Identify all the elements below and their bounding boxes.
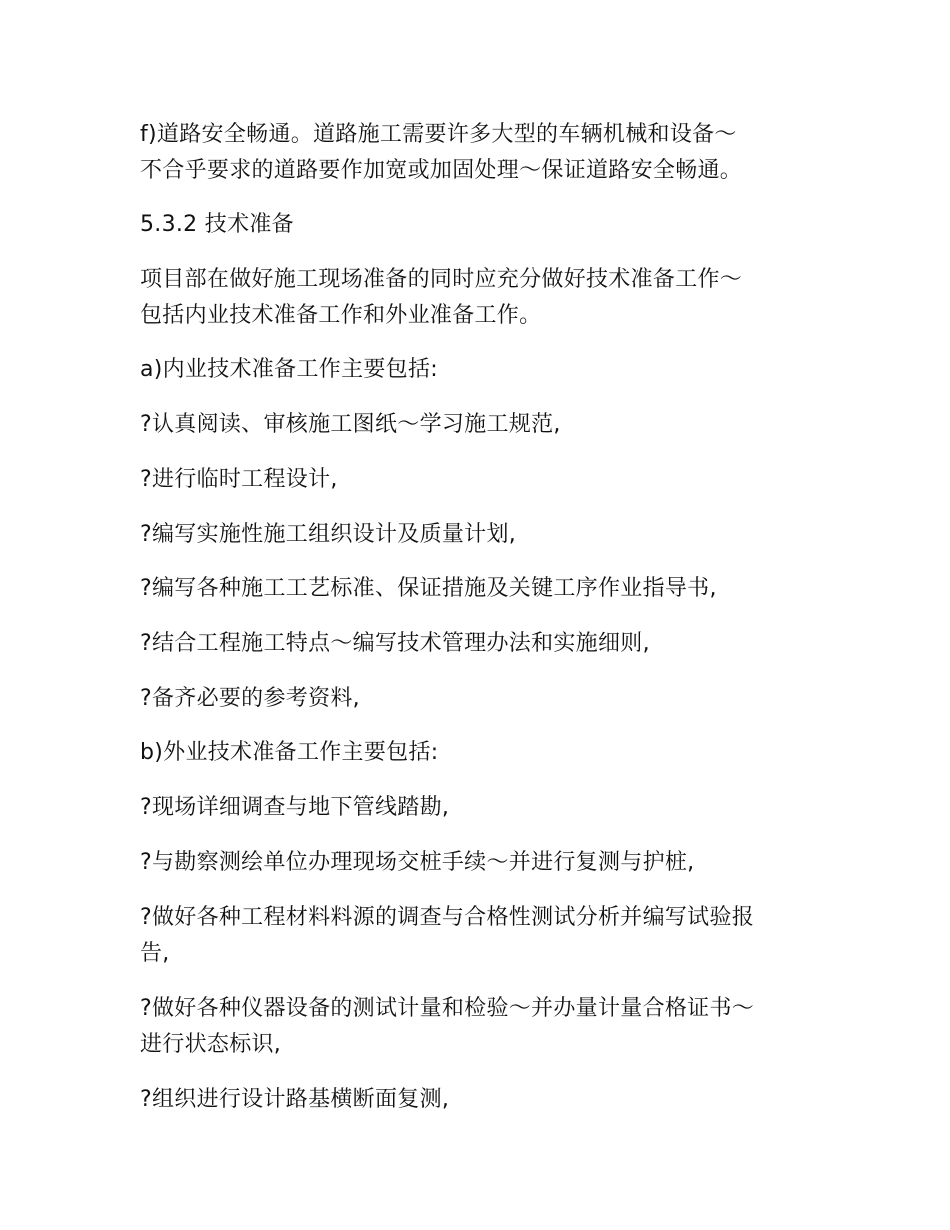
section-heading: 5.3.2 技术准备 [140,212,294,237]
list-item: ?编写各种施工工艺标准、保证措施及关键工序作业指导书, [140,576,717,601]
list-item: ?备齐必要的参考资料, [140,686,360,711]
list-item: ?现场详细调查与地下管线踏勘, [140,795,450,820]
list-item-line-2: 进行状态标识, [140,1032,282,1057]
list-item: ?结合工程施工特点～编写技术管理办法和实施细则, [140,631,650,656]
paragraph-road-safety-line-2: 不合乎要求的道路要作加宽或加固处理～保证道路安全畅通。 [140,158,743,183]
list-item-line-2: 告, [140,941,170,966]
subheading-internal-prep: a)内业技术准备工作主要包括: [140,357,438,382]
list-item: ?组织进行设计路基横断面复测, [140,1087,450,1112]
list-item: ?与勘察测绘单位办理现场交桩手续～并进行复测与护桩, [140,850,695,875]
subheading-external-prep: b)外业技术准备工作主要包括: [140,740,439,765]
list-item-line-1: ?做好各种工程材料料源的调查与合格性测试分析并编写试验报 [140,905,755,930]
paragraph-road-safety-line-1: f)道路安全畅通。道路施工需要许多大型的车辆机械和设备～ [140,122,737,147]
list-item-line-1: ?做好各种仪器设备的测试计量和检验～并办量计量合格证书～ [140,996,755,1021]
paragraph-intro-line-1: 项目部在做好施工现场准备的同时应充分做好技术准备工作～ [140,267,743,292]
list-item: ?编写实施性施工组织设计及质量计划, [140,522,517,547]
paragraph-intro-line-2: 包括内业技术准备工作和外业准备工作。 [140,303,542,328]
list-item: ?认真阅读、审核施工图纸～学习施工规范, [140,412,561,437]
list-item: ?进行临时工程设计, [140,467,338,492]
